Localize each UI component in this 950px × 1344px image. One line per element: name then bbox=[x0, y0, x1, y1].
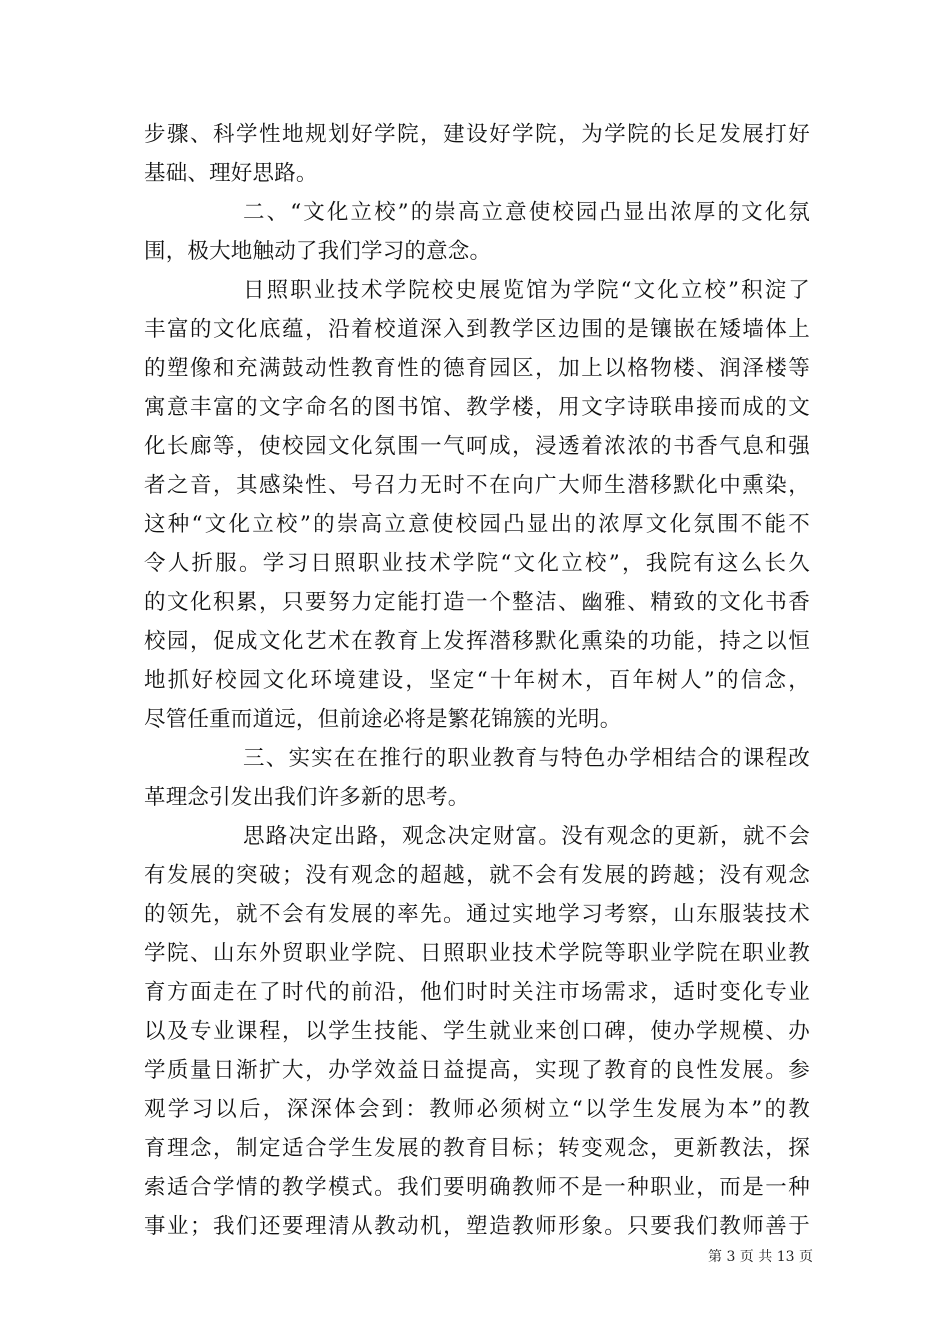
text-line: 索适合学情的教学模式。我们要明确教师不是一种职业，而是一种 bbox=[144, 1175, 810, 1200]
text-line: 寓意丰富的文字命名的图书馆、教学楼，用文字诗联串接而成的文 bbox=[144, 395, 810, 420]
text-line: 日照职业技术学院校史展览馆为学院“文化立校”积淀了 bbox=[243, 278, 810, 303]
text-line: 育理念，制定适合学生发展的教育目标；转变观念，更新教法，探 bbox=[144, 1136, 810, 1161]
text-line: 有发展的突破；没有观念的超越，就不会有发展的跨越；没有观念 bbox=[144, 863, 810, 888]
text-line: 思路决定出路，观念决定财富。没有观念的更新，就不会 bbox=[243, 824, 810, 849]
text-line: 的文化积累，只要努力定能打造一个整洁、幽雅、精致的文化书香 bbox=[144, 590, 810, 615]
text-line: 的塑像和充满鼓动性教育性的德育园区，加上以格物楼、润泽楼等 bbox=[144, 356, 810, 381]
text-line: 地抓好校园文化环境建设，坚定“十年树木，百年树人”的信念， bbox=[144, 668, 810, 693]
text-line: 校园，促成文化艺术在教育上发挥潜移默化熏染的功能，持之以恒 bbox=[144, 629, 810, 654]
text-line: 革理念引发出我们许多新的思考。 bbox=[144, 785, 470, 810]
text-line: 步骤、科学性地规划好学院，建设好学院，为学院的长足发展打好 bbox=[144, 122, 810, 147]
text-line: 这种“文化立校”的崇高立意使校园凸显出的浓厚文化氛围不能不 bbox=[144, 512, 810, 537]
text-line: 的领先，就不会有发展的率先。通过实地学习考察，山东服装技术 bbox=[144, 902, 810, 927]
text-line: 以及专业课程，以学生技能、学生就业来创口碑，使办学规模、办 bbox=[144, 1019, 810, 1044]
text-line: 丰富的文化底蕴，沿着校道深入到教学区边围的是镶嵌在矮墙体上 bbox=[144, 317, 810, 342]
text-line: 学质量日渐扩大，办学效益日益提高，实现了教育的良性发展。参 bbox=[144, 1058, 810, 1083]
text-line: 基础、理好思路。 bbox=[144, 161, 318, 186]
text-line: 令人折服。学习日照职业技术学院“文化立校”，我院有这么长久 bbox=[144, 551, 810, 576]
text-line: 者之音，其感染性、号召力无时不在向广大师生潜移默化中熏染， bbox=[144, 473, 810, 498]
text-line: 观学习以后，深深体会到：教师必须树立“以学生发展为本”的教 bbox=[144, 1097, 810, 1122]
text-line: 化长廊等，使校园文化氛围一气呵成，浸透着浓浓的书香气息和强 bbox=[144, 434, 810, 459]
text-line: 事业；我们还要理清从教动机，塑造教师形象。只要我们教师善于 bbox=[144, 1214, 810, 1239]
page-number: 第 3 页 共 13 页 bbox=[708, 1249, 813, 1265]
text-line: 尽管任重而道远，但前途必将是繁花锦簇的光明。 bbox=[144, 707, 622, 732]
text-line: 学院、山东外贸职业学院、日照职业技术学院等职业学院在职业教 bbox=[144, 941, 810, 966]
text-line: 二、“文化立校”的崇高立意使校园凸显出浓厚的文化氛 bbox=[243, 200, 810, 225]
text-line: 三、实实在在推行的职业教育与特色办学相结合的课程改 bbox=[243, 746, 810, 771]
text-line: 围，极大地触动了我们学习的意念。 bbox=[144, 239, 492, 264]
text-line: 育方面走在了时代的前沿，他们时时关注市场需求，适时变化专业 bbox=[144, 980, 810, 1005]
